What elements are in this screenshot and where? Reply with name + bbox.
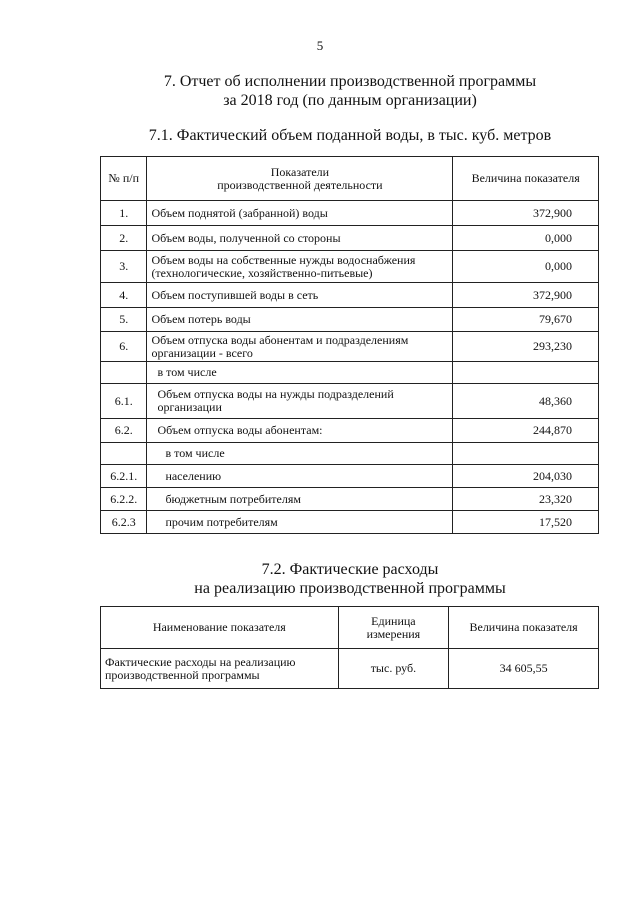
table-row [101, 308, 599, 332]
water-volume-table [100, 156, 599, 534]
row-value: 0,000 [453, 226, 599, 251]
row-value: 0,000 [453, 251, 599, 283]
header-indicator-line1: Показатели [270, 164, 330, 179]
row-num: 2. [101, 226, 147, 251]
table-row [101, 419, 599, 443]
header-indicator-line2: производственной деятельности [217, 177, 383, 192]
header-value: Величина показателя [449, 607, 599, 649]
row-num: 6.1. [101, 384, 147, 419]
row-num: 6.2.3 [101, 511, 147, 534]
header-value: Величина показателя [453, 157, 599, 201]
row-unit: тыс. руб. [338, 649, 449, 689]
row-num: 3. [101, 251, 147, 283]
row-num: 5. [101, 308, 147, 332]
row-value: 204,030 [453, 465, 599, 488]
table-row [101, 511, 599, 534]
header-num: № п/п [101, 157, 147, 201]
row-name: населению [147, 465, 453, 488]
section2-heading [90, 560, 610, 598]
row-num: 6.2. [101, 419, 147, 443]
table-row [101, 332, 599, 362]
row-value: 244,870 [453, 419, 599, 443]
table-row [101, 488, 599, 511]
table-row [101, 201, 599, 226]
row-value: 17,520 [453, 511, 599, 534]
header-unit [338, 607, 449, 649]
row-num [101, 443, 147, 465]
table-row [101, 384, 599, 419]
row-num: 4. [101, 283, 147, 308]
table-row [101, 465, 599, 488]
row-num: 6.2.1. [101, 465, 147, 488]
table-header-row [101, 157, 599, 201]
row-name: прочим потребителям [147, 511, 453, 534]
report-title [90, 72, 610, 110]
row-name: Объем потерь воды [147, 308, 453, 332]
expenses-table [100, 606, 599, 689]
section2-heading-line2: на реализацию производственной программы [194, 580, 506, 597]
report-title-line2: за 2018 год (по данным организации) [223, 92, 477, 109]
table-header-row [101, 607, 599, 649]
row-name: Объем воды, полученной со стороны [147, 226, 453, 251]
row-value: 34 605,55 [449, 649, 599, 689]
row-value: 293,230 [453, 332, 599, 362]
table-row [101, 443, 599, 465]
table-row [101, 649, 599, 689]
row-num: 1. [101, 201, 147, 226]
row-value: 79,670 [453, 308, 599, 332]
row-value: 48,360 [453, 384, 599, 419]
row-value: 372,900 [453, 283, 599, 308]
page-number: 5 [316, 38, 324, 53]
header-indicator [147, 157, 453, 201]
table-row [101, 362, 599, 384]
section1-heading: 7.1. Фактический объем поданной воды, в тыс. куб. метров [148, 127, 552, 144]
row-num: 6. [101, 332, 147, 362]
table-row [101, 283, 599, 308]
row-num: 6.2.2. [101, 488, 147, 511]
row-name: Объем отпуска воды абонентам: [147, 419, 453, 443]
header-unit-line2: измерения [366, 626, 421, 641]
row-value [453, 362, 599, 384]
header-unit-line1: Единица [371, 613, 416, 628]
row-name: в том числе [147, 362, 453, 384]
table-row [101, 251, 599, 283]
row-name: Фактические расходы на реализацию производственной программы [101, 649, 339, 689]
row-name: бюджетным потребителям [147, 488, 453, 511]
report-title-line1: 7. Отчет об исполнении производственной программы [163, 73, 537, 90]
row-name: Объем воды на собственные нужды водоснабжения (технологические, хозяйственно-питьевые) [147, 251, 453, 283]
row-value [453, 443, 599, 465]
row-name: Объем поступившей воды в сеть [147, 283, 453, 308]
row-name: Объем отпуска воды на нужды подразделений организации [147, 384, 453, 419]
section2-heading-line1: 7.2. Фактические расходы [261, 561, 439, 578]
row-name: Объем отпуска воды абонентам и подразделениям организации - всего [147, 332, 453, 362]
row-value: 372,900 [453, 201, 599, 226]
row-value: 23,320 [453, 488, 599, 511]
header-name: Наименование показателя [101, 607, 339, 649]
row-name: в том числе [147, 443, 453, 465]
row-name: Объем поднятой (забранной) воды [147, 201, 453, 226]
row-num [101, 362, 147, 384]
table-row [101, 226, 599, 251]
